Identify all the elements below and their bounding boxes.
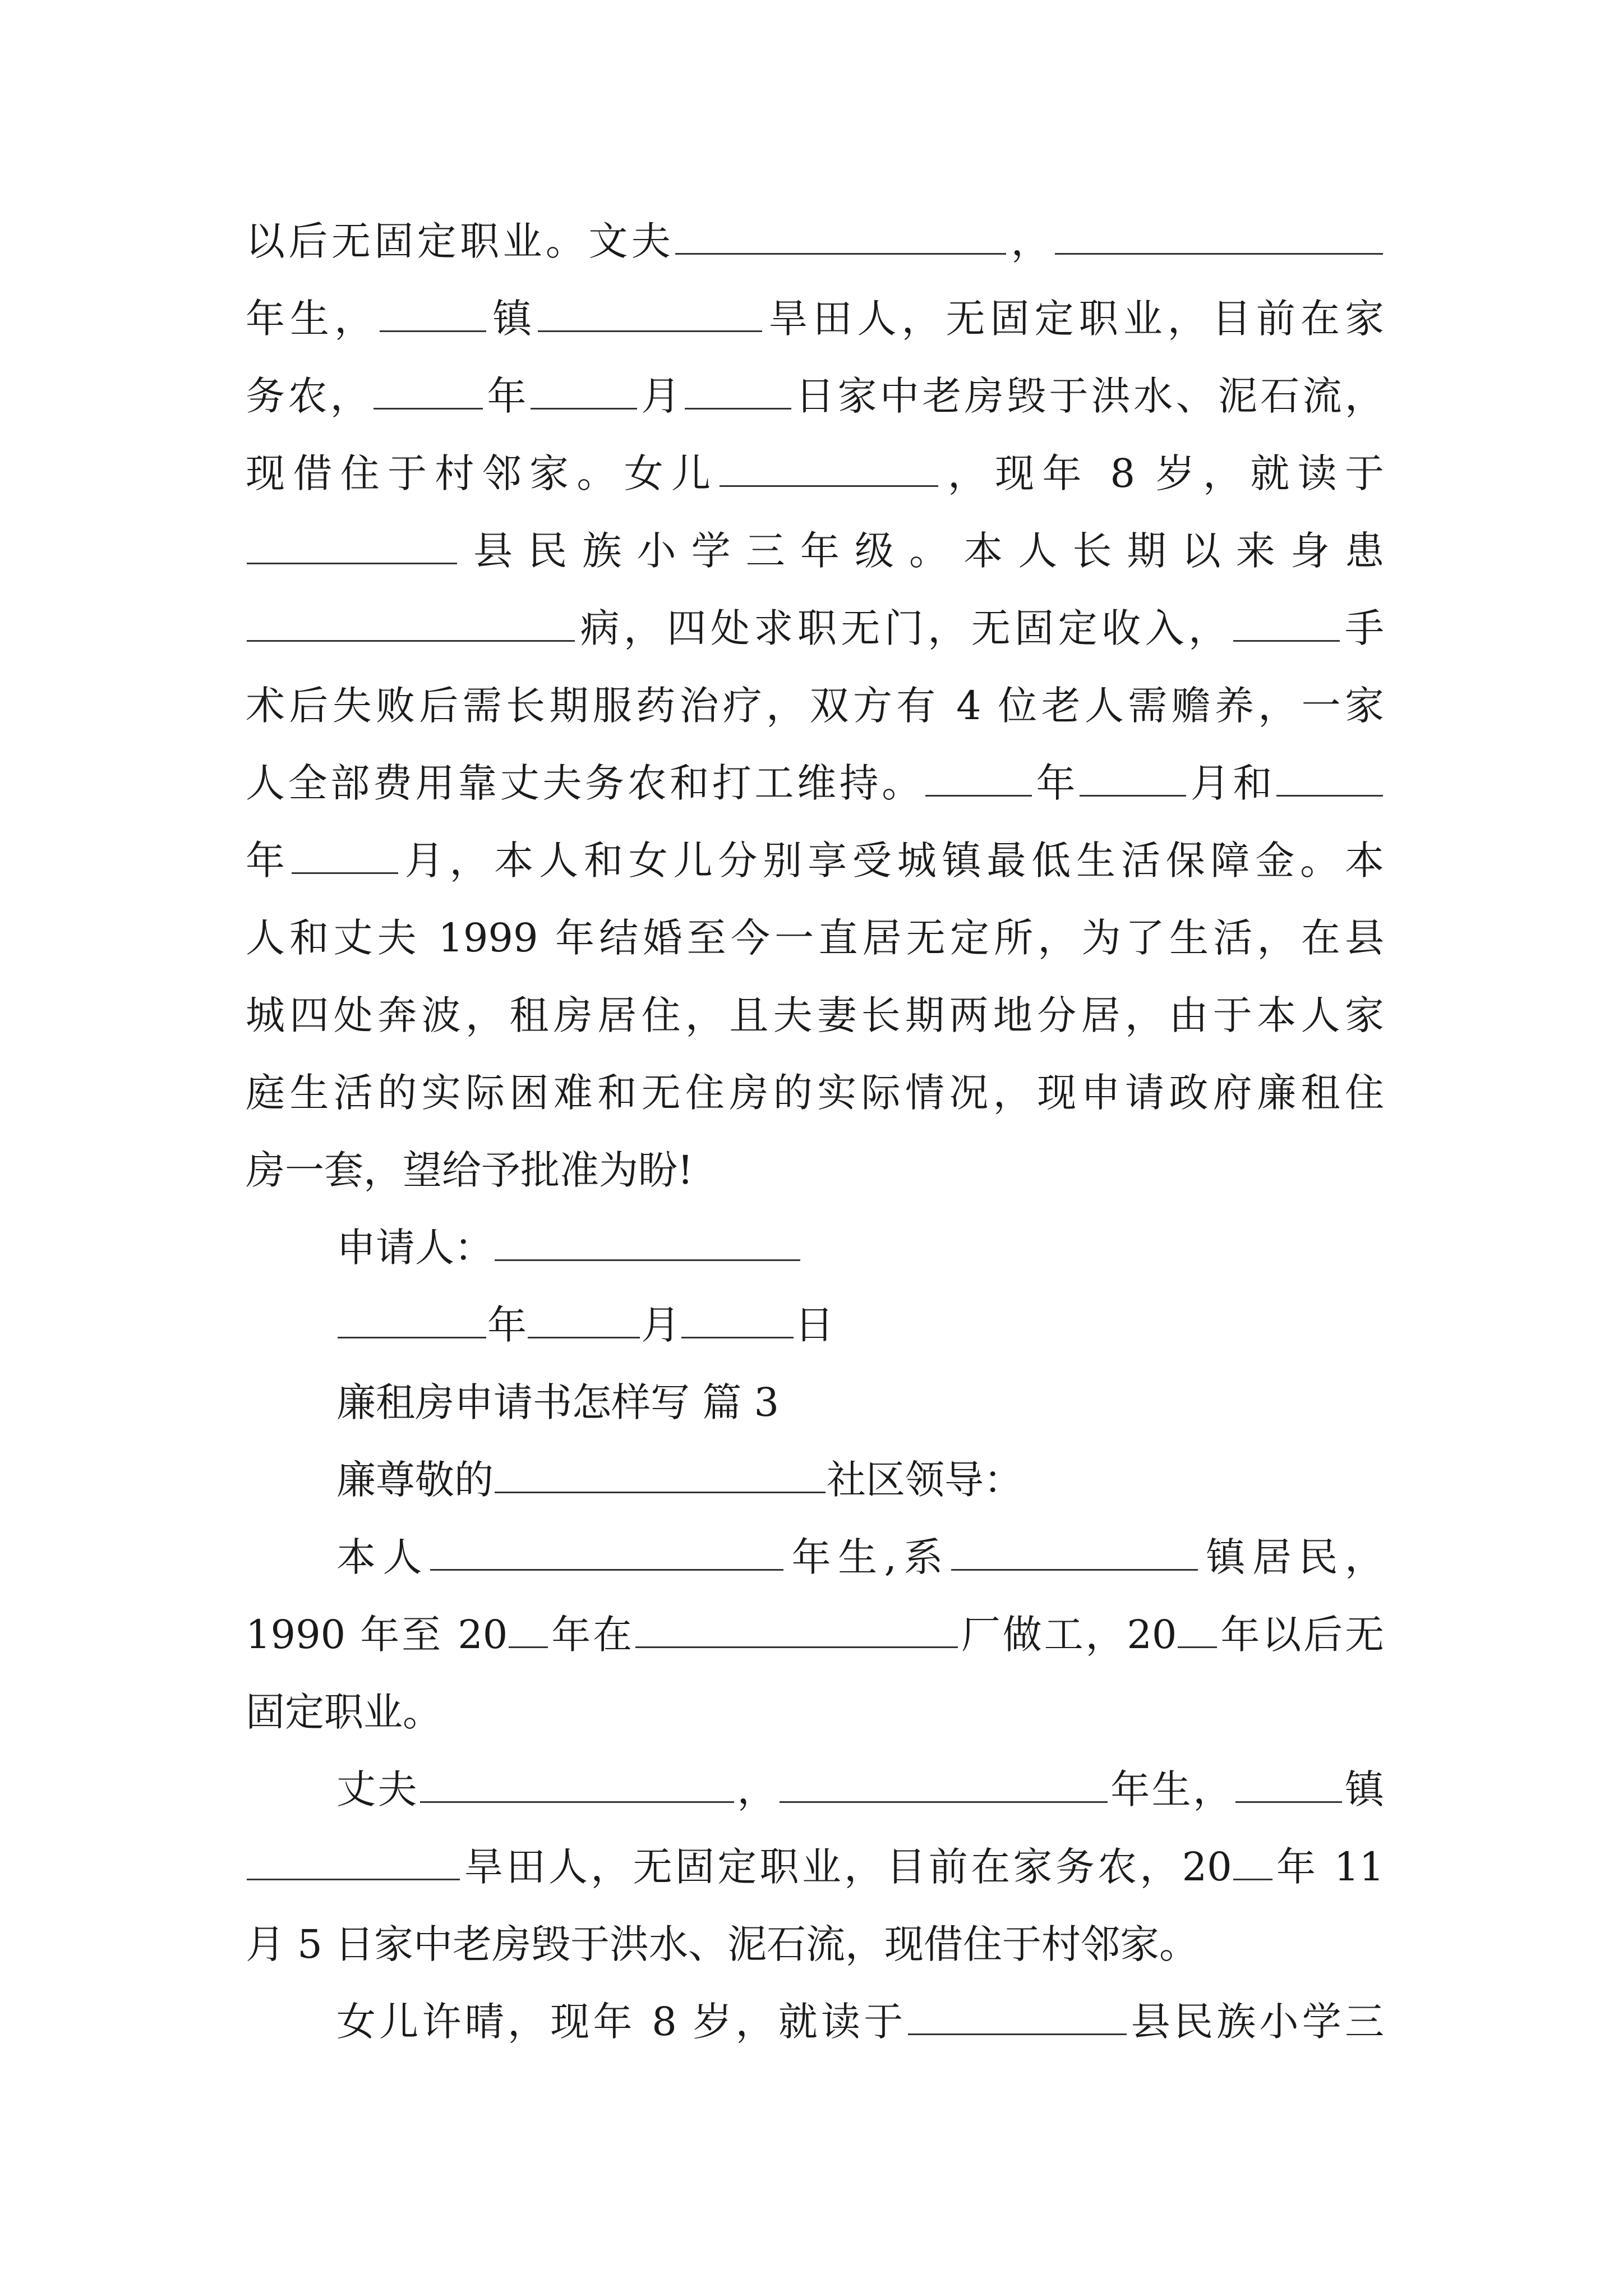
paragraph-line <box>336 1524 1384 1591</box>
paragraph-line <box>336 1756 1384 1823</box>
text-run: 旱田人，无固定职业，目前在家 <box>763 296 1384 342</box>
paragraph-line <box>246 1911 1384 1978</box>
paragraph-line <box>246 1137 1384 1204</box>
salutation-line <box>336 1446 1384 1513</box>
blank-underline <box>247 638 575 642</box>
text-run: 人和丈夫 1999 年结婚至今一直居无定所，为了生活，在县 <box>246 915 1384 961</box>
text-run: 县民族小学三年级。本人长期以来身患 <box>458 528 1384 574</box>
paragraph-line <box>246 595 1384 662</box>
text-run: 人全部费用靠丈夫务农和打工维持。 <box>246 760 924 806</box>
text-run: 女儿许晴，现年 8 岁，就读于 <box>336 1999 907 2045</box>
text-run: 年在 <box>549 1612 634 1658</box>
paragraph-line <box>246 285 1384 352</box>
paragraph-line <box>246 208 1384 275</box>
text-run: 年 <box>246 838 291 884</box>
text-run: 日 <box>795 1302 834 1348</box>
blank-underline <box>1080 793 1186 797</box>
blank-underline <box>1233 1876 1272 1880</box>
blank-underline <box>495 1489 826 1493</box>
blank-underline <box>420 1799 734 1803</box>
text-run: 固定职业。 <box>246 1689 442 1735</box>
text-run: 镇 <box>1343 1766 1384 1812</box>
blank-underline <box>247 560 457 564</box>
date-line <box>336 1291 1384 1359</box>
text-run: 以后无固定职业。文夫 <box>246 218 675 264</box>
text-run: 房一套，望给予批准为盼! <box>246 1147 694 1193</box>
blank-underline <box>1055 251 1383 255</box>
blank-underline <box>1178 1644 1217 1648</box>
blank-underline <box>430 1567 783 1571</box>
text-run: 务农， <box>246 373 373 419</box>
paragraph-line <box>246 672 1384 739</box>
text-run: 月，本人和女儿分别享受城镇最低生活保障金。本 <box>399 838 1384 884</box>
text-run: 城四处奔波，租房居住，且夫妻长期两地分居，由于本人家 <box>246 992 1384 1038</box>
blank-underline <box>292 870 398 874</box>
text-run: ，现年 8 岁，就读于 <box>939 450 1384 496</box>
text-run: 术后失败后需长期服药治疗，双方有 4 位老人需赡养，一家 <box>246 683 1384 729</box>
text-run: ， <box>1007 218 1054 264</box>
text-run: 月和 <box>1187 760 1276 806</box>
text-run: 庭生活的实际困难和无住房的实际情况，现申请政府廉租住 <box>246 1070 1384 1116</box>
paragraph-line <box>246 904 1384 972</box>
text-run: 廉租房申请书怎样写 篇 3 <box>336 1379 780 1425</box>
blank-underline <box>681 1335 794 1338</box>
paragraph-line <box>246 440 1384 507</box>
blank-underline <box>380 328 486 332</box>
text-run: 本人 <box>336 1534 430 1580</box>
paragraph-line <box>246 1678 1384 1746</box>
text-run: 年生,系 <box>785 1534 950 1580</box>
section-heading <box>336 1369 1384 1436</box>
blank-underline <box>685 406 791 409</box>
text-run: 廉尊敬的 <box>336 1457 494 1503</box>
paragraph-line <box>246 517 1384 585</box>
text-run: 年 <box>1032 760 1079 806</box>
blank-underline <box>374 406 483 409</box>
text-run: 1990 年至 20 <box>246 1612 508 1658</box>
blank-underline <box>528 1335 640 1338</box>
paragraph-line <box>246 982 1384 1049</box>
text-run: 镇 <box>487 296 537 342</box>
text-run: 年 <box>484 373 529 419</box>
blank-underline <box>635 1644 958 1648</box>
text-run: 月 <box>638 373 684 419</box>
blank-underline <box>247 1876 460 1880</box>
text-run: 病，四处求职无门，无固定收入， <box>576 605 1232 651</box>
blank-underline <box>925 793 1032 797</box>
text-run: 月 5 日家中老房毁于洪水、泥石流，现借住于村邻家。 <box>246 1921 1199 1967</box>
text-run: 社区领导： <box>827 1457 1023 1503</box>
text-run: 县民族小学三 <box>1127 1999 1384 2045</box>
text-run: 丈夫 <box>336 1766 419 1812</box>
blank-underline <box>780 1799 1108 1803</box>
text-run: ， <box>735 1766 778 1812</box>
blank-underline <box>1276 793 1383 797</box>
blank-underline <box>338 1335 486 1338</box>
blank-underline <box>675 251 1006 255</box>
paragraph-line <box>246 1059 1384 1126</box>
paragraph-line <box>246 749 1384 817</box>
text-run: 月 <box>641 1302 680 1348</box>
paragraph-line <box>246 1601 1384 1668</box>
paragraph-line <box>246 362 1384 430</box>
text-run: 旱田人，无固定职业，目前在家务农，20 <box>461 1844 1232 1890</box>
blank-underline <box>538 328 762 332</box>
blank-underline <box>720 483 938 487</box>
text-run: 年以后无 <box>1218 1612 1384 1658</box>
text-run: 厂做工，20 <box>958 1612 1177 1658</box>
text-run: 手 <box>1340 605 1384 651</box>
blank-underline <box>531 406 637 409</box>
blank-underline <box>951 1567 1198 1571</box>
text-run: 申请人： <box>336 1225 494 1271</box>
text-run: 年 <box>487 1302 527 1348</box>
text-run: 镇居民， <box>1198 1534 1384 1580</box>
text-run: 年生， <box>246 296 379 342</box>
text-run: 日家中老房毁于洪水、泥石流， <box>792 373 1384 419</box>
paragraph-line <box>336 1988 1384 2055</box>
applicant-line <box>336 1214 1384 1281</box>
text-run: 年 11 <box>1273 1844 1384 1890</box>
blank-underline <box>908 2031 1127 2035</box>
text-run: 年生， <box>1108 1766 1234 1812</box>
paragraph-line <box>246 1833 1384 1901</box>
blank-underline <box>509 1644 548 1648</box>
blank-underline <box>1233 638 1340 642</box>
text-run: 现借住于村邻家。女儿 <box>246 450 719 496</box>
blank-underline <box>1235 1799 1342 1803</box>
blank-underline <box>495 1257 800 1261</box>
paragraph-line <box>246 827 1384 894</box>
